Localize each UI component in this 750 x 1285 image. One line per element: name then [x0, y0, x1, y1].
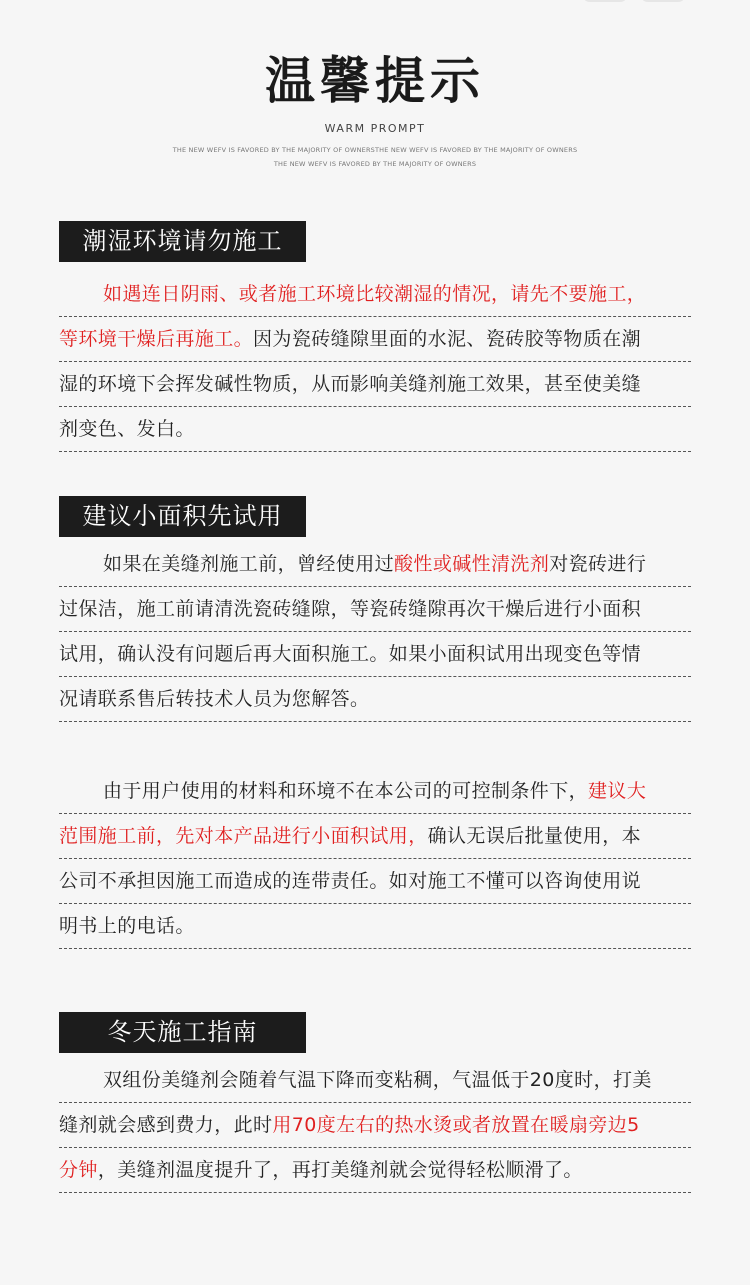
text-run: 况请联系售后转技术人员为您解答。 — [59, 688, 370, 710]
paragraph-line — [59, 587, 691, 632]
paragraph — [59, 1058, 691, 1193]
highlight-text: 建议大 — [588, 780, 647, 802]
text-run: 因为瓷砖缝隙里面的水泥、瓷砖胶等物质在潮 — [253, 328, 642, 350]
highlight-text: 范围施工前，先对本产品进行小面积试用， — [59, 825, 428, 847]
text-run: 由于用户使用的材料和环境不在本公司的可控制条件下， — [103, 780, 589, 802]
paragraph-line — [59, 1103, 691, 1148]
text-run: 双组份美缝剂会随着气温下降而变粘稠，气温低于20度时，打美 — [103, 1069, 652, 1091]
paragraph — [59, 769, 691, 949]
text-run: 确认无误后批量使用，本 — [427, 825, 642, 847]
section-label: 冬天施工指南 — [59, 1012, 306, 1053]
page-subtitle: WARM PROMPT — [324, 122, 426, 135]
paragraph-line — [59, 632, 691, 677]
paragraph-line — [59, 272, 691, 317]
section-label: 潮湿环境请勿施工 — [59, 221, 306, 262]
highlight-text: 酸性或碱性清洗剂 — [394, 553, 550, 575]
top-tab-decoration — [582, 0, 628, 2]
paragraph-line — [59, 542, 691, 587]
paragraph-line — [59, 859, 691, 904]
paragraph-line — [59, 677, 691, 722]
tagline-1: THE NEW WEFV IS FAVORED BY THE MAJORITY OF OWNERSTHE NEW WEFV IS FAVORED BY THE MAJORITY OF OWNERS — [172, 146, 578, 154]
paragraph-line — [59, 1058, 691, 1103]
paragraph-line — [59, 1148, 691, 1193]
paragraph-line — [59, 407, 691, 452]
paragraph — [59, 542, 691, 722]
page-title: 温馨提示 — [265, 52, 485, 110]
text-run: 如果在美缝剂施工前，曾经使用过 — [103, 553, 395, 575]
text-run: 缝剂就会感到费力，此时 — [59, 1114, 273, 1136]
top-tab-decoration — [640, 0, 686, 2]
paragraph-line — [59, 362, 691, 407]
text-run: 湿的环境下会挥发碱性物质，从而影响美缝剂施工效果，甚至使美缝 — [59, 373, 642, 395]
text-run: 剂变色、发白。 — [59, 418, 195, 440]
highlight-text: 用70度左右的热水烫或者放置在暖扇旁边5 — [272, 1114, 640, 1136]
text-run: 公司不承担因施工而造成的连带责任。如对施工不懂可以咨询使用说 — [59, 870, 642, 892]
text-run: ，美缝剂温度提升了，再打美缝剂就会觉得轻松顺滑了。 — [97, 1159, 583, 1181]
highlight-text: 等环境干燥后再施工。 — [59, 328, 254, 350]
paragraph — [59, 272, 691, 452]
section-label: 建议小面积先试用 — [59, 496, 306, 537]
text-run: 明书上的电话。 — [59, 915, 195, 937]
paragraph-line — [59, 769, 691, 814]
paragraph-line — [59, 317, 691, 362]
text-run: 过保洁，施工前请清洗瓷砖缝隙，等瓷砖缝隙再次干燥后进行小面积 — [59, 598, 642, 620]
highlight-text: 如遇连日阴雨、或者施工环境比较潮湿的情况，请先不要施工， — [103, 283, 647, 305]
text-run: 对瓷砖进行 — [549, 553, 647, 575]
highlight-text: 分钟 — [59, 1159, 98, 1181]
paragraph-line — [59, 814, 691, 859]
tagline-2: THE NEW WEFV IS FAVORED BY THE MAJORITY OF OWNERS — [273, 160, 477, 168]
text-run: 试用，确认没有问题后再大面积施工。如果小面积试用出现变色等情 — [59, 643, 642, 665]
paragraph-line — [59, 904, 691, 949]
